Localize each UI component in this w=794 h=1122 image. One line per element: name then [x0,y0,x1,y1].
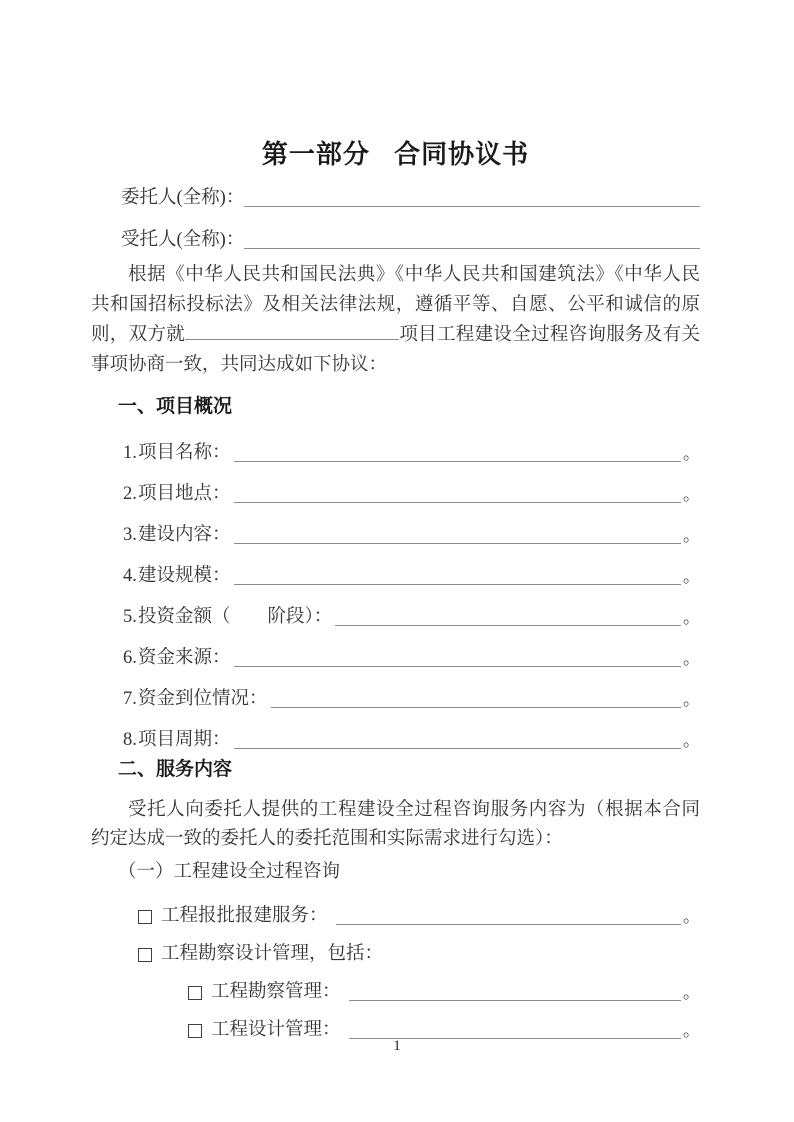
item-row-project-name [91,424,700,465]
service-row-survey-design-management [138,928,700,966]
item-label: 投资金额（ 阶段）： [138,607,333,627]
item-row-project-location [91,465,700,506]
page-title: 第一部分 合同协议书 [261,139,530,169]
item-number: 3. [123,525,137,545]
item-label: 项目地点： [138,484,231,504]
client-row [91,168,700,210]
construction-content-blank[interactable] [234,543,681,544]
checkbox-survey-design-icon[interactable] [138,948,152,962]
item-label: 资金到位情况： [138,689,268,709]
item-number: 8. [123,730,137,750]
investment-amount-blank[interactable] [335,625,681,626]
item-terminator: 。 [683,649,700,668]
item-terminator: 。 [683,608,700,627]
funding-status-blank[interactable] [271,707,681,708]
client-name-blank[interactable] [244,206,700,207]
service-row-design-management [188,1004,700,1042]
consultant-name-blank[interactable] [244,248,700,249]
item-terminator: 。 [683,526,700,545]
client-label: 委托人(全称)： [121,188,245,208]
consultant-label: 受托人(全称)： [121,230,245,250]
survey-management-blank[interactable] [349,1000,681,1001]
section-heading-overview: 一、项目概况 [118,396,233,417]
preamble-paragraph [91,260,700,380]
item-row-construction-content [91,506,700,547]
service-label: 工程勘察管理： [211,982,341,1002]
project-name-blank[interactable] [185,339,399,340]
project-location-blank[interactable] [234,502,681,503]
services-intro-paragraph: 受托人向委托人提供的工程建设全过程咨询服务内容为（根据本合同约定达成一致的委托人的委托范围和实际需求进行勾选）： [91,800,700,849]
approval-service-blank[interactable] [336,924,681,925]
item-label: 项目周期： [138,730,231,750]
item-number: 7. [123,689,137,709]
item-number: 6. [123,648,137,668]
construction-scale-blank[interactable] [234,584,681,585]
preamble-text-after: 项目工程建设全过程咨询服务及有关事项协商一致，共同达成如下协议： [91,325,700,375]
funding-source-blank[interactable] [234,666,681,667]
item-label: 资金来源： [138,648,231,668]
preamble-text-before: 根据《中华人民共和国民法典》《中华人民共和国建筑法》《中华人民共和国招标投标法》及相关法律法规，遵循平等、自愿、公平和诚信的原则，双方就 [91,265,700,345]
service-label: 工程勘察设计管理，包括： [161,944,384,964]
project-name-field-blank[interactable] [234,461,681,462]
item-row-investment-amount [91,588,700,629]
item-label: 建设内容： [138,525,231,545]
service-row-approval [138,890,700,928]
page-number: 1 [393,1038,401,1054]
project-period-blank[interactable] [234,748,681,749]
item-row-funding-status [91,670,700,711]
item-row-construction-scale [91,547,700,588]
item-label: 建设规模： [138,566,231,586]
item-terminator: 。 [683,485,700,504]
service-label: 工程报批报建服务： [161,906,328,926]
subsection-heading-full-process: （一）工程建设全过程咨询 [118,862,341,882]
service-row-survey-management [188,966,700,1004]
item-terminator: 。 [683,567,700,586]
item-row-project-period [91,711,700,752]
checkbox-design-management-icon[interactable] [188,1024,202,1038]
checkbox-survey-management-icon[interactable] [188,986,202,1000]
item-terminator: 。 [683,907,700,926]
item-label: 项目名称： [138,443,231,463]
item-number: 5. [123,607,137,627]
section-heading-services: 二、服务内容 [118,759,233,780]
item-terminator: 。 [683,444,700,463]
item-terminator: 。 [683,690,700,709]
consultant-row [91,210,700,252]
item-number: 1. [123,443,137,463]
item-row-funding-source [91,629,700,670]
item-terminator: 。 [683,983,700,1002]
item-number: 2. [123,484,137,504]
service-label: 工程设计管理： [211,1020,341,1040]
item-number: 4. [123,566,137,586]
checkbox-approval-icon[interactable] [138,910,152,924]
item-terminator: 。 [683,1021,700,1040]
item-terminator: 。 [683,731,700,750]
